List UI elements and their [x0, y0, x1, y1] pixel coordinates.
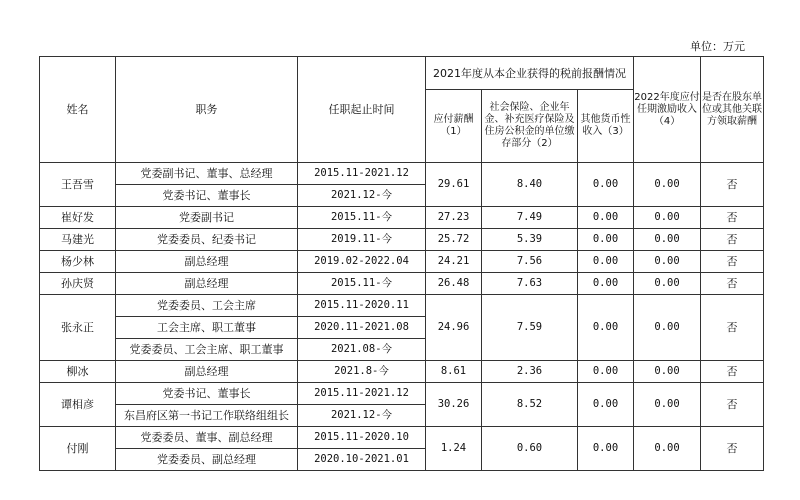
table-row — [40, 273, 764, 295]
person-name: 马建光 — [40, 229, 116, 251]
position-cell: 副总经理 — [116, 361, 298, 383]
table-row — [40, 427, 764, 449]
term-cell: 2015.11-今 — [298, 273, 426, 295]
header-name: 姓名 — [40, 57, 116, 163]
related-party-cell: 否 — [701, 295, 764, 361]
position-cell: 副总经理 — [116, 273, 298, 295]
other-income-cell: 0.00 — [578, 207, 634, 229]
incentive-cell: 0.00 — [634, 273, 701, 295]
position-cell: 党委委员、工会主席 — [116, 295, 298, 317]
other-income-cell: 0.00 — [578, 229, 634, 251]
term-cell: 2015.11-2020.10 — [298, 427, 426, 449]
insurance-cell: 2.36 — [482, 361, 578, 383]
salary-cell: 8.61 — [426, 361, 482, 383]
term-cell: 2015.11-2020.11 — [298, 295, 426, 317]
term-cell: 2019.11-今 — [298, 229, 426, 251]
term-cell: 2020.10-2021.01 — [298, 449, 426, 471]
other-income-cell: 0.00 — [578, 251, 634, 273]
person-name: 王吾雪 — [40, 163, 116, 207]
insurance-cell: 0.60 — [482, 427, 578, 471]
position-cell: 党委委员、纪委书记 — [116, 229, 298, 251]
term-cell: 2020.11-2021.08 — [298, 317, 426, 339]
related-party-cell: 否 — [701, 427, 764, 471]
table-row — [40, 229, 764, 251]
other-income-cell: 0.00 — [578, 361, 634, 383]
person-name: 孙庆贤 — [40, 273, 116, 295]
person-name: 柳冰 — [40, 361, 116, 383]
person-name: 崔好发 — [40, 207, 116, 229]
person-name: 谭相彦 — [40, 383, 116, 427]
header-insurance: 社会保险、企业年金、补充医疗保险及住房公积金的单位缴存部分（2） — [482, 90, 578, 163]
term-cell: 2021.8-今 — [298, 361, 426, 383]
table-body — [40, 163, 764, 471]
table-row — [40, 163, 764, 185]
term-cell: 2019.02-2022.04 — [298, 251, 426, 273]
position-cell: 党委委员、副总经理 — [116, 449, 298, 471]
incentive-cell: 0.00 — [634, 361, 701, 383]
header-position: 职务 — [116, 57, 298, 163]
term-cell: 2021.08-今 — [298, 339, 426, 361]
salary-cell: 29.61 — [426, 163, 482, 207]
term-cell: 2021.12-今 — [298, 405, 426, 427]
incentive-cell: 0.00 — [634, 427, 701, 471]
insurance-cell: 8.40 — [482, 163, 578, 207]
header-term: 任职起止时间 — [298, 57, 426, 163]
related-party-cell: 否 — [701, 361, 764, 383]
other-income-cell: 0.00 — [578, 273, 634, 295]
insurance-cell: 8.52 — [482, 383, 578, 427]
table-row — [40, 295, 764, 317]
incentive-cell: 0.00 — [634, 295, 701, 361]
position-cell: 党委副书记 — [116, 207, 298, 229]
salary-cell: 27.23 — [426, 207, 482, 229]
other-income-cell: 0.00 — [578, 295, 634, 361]
incentive-cell: 0.00 — [634, 229, 701, 251]
other-income-cell: 0.00 — [578, 427, 634, 471]
header-other-income: 其他货币性收入（3） — [578, 90, 634, 163]
position-cell: 党委书记、董事长 — [116, 383, 298, 405]
person-name: 杨少林 — [40, 251, 116, 273]
term-cell: 2021.12-今 — [298, 185, 426, 207]
salary-cell: 1.24 — [426, 427, 482, 471]
person-name: 张永正 — [40, 295, 116, 361]
unit-label: 单位：万元 — [690, 40, 745, 53]
position-cell: 东昌府区第一书记工作联络组组长 — [116, 405, 298, 427]
incentive-cell: 0.00 — [634, 383, 701, 427]
table-row — [40, 361, 764, 383]
related-party-cell: 否 — [701, 207, 764, 229]
related-party-cell: 否 — [701, 163, 764, 207]
term-cell: 2015.11-今 — [298, 207, 426, 229]
related-party-cell: 否 — [701, 383, 764, 427]
related-party-cell: 否 — [701, 273, 764, 295]
incentive-cell: 0.00 — [634, 163, 701, 207]
position-cell: 党委委员、工会主席、职工董事 — [116, 339, 298, 361]
table-row — [40, 383, 764, 405]
header-salary: 应付薪酬（1） — [426, 90, 482, 163]
position-cell: 党委副书记、董事、总经理 — [116, 163, 298, 185]
related-party-cell: 否 — [701, 229, 764, 251]
header-incentive: 2022年度应付任期激励收入（4） — [634, 57, 701, 163]
related-party-cell: 否 — [701, 251, 764, 273]
person-name: 付刚 — [40, 427, 116, 471]
salary-cell: 25.72 — [426, 229, 482, 251]
salary-cell: 24.21 — [426, 251, 482, 273]
insurance-cell: 7.59 — [482, 295, 578, 361]
table-row — [40, 207, 764, 229]
incentive-cell: 0.00 — [634, 207, 701, 229]
salary-cell: 30.26 — [426, 383, 482, 427]
incentive-cell: 0.00 — [634, 251, 701, 273]
position-cell: 党委委员、董事、副总经理 — [116, 427, 298, 449]
other-income-cell: 0.00 — [578, 163, 634, 207]
position-cell: 党委书记、董事长 — [116, 185, 298, 207]
header-shareholder: 是否在股东单位或其他关联方领取薪酬 — [701, 57, 764, 163]
insurance-cell: 7.49 — [482, 207, 578, 229]
position-cell: 工会主席、职工董事 — [116, 317, 298, 339]
salary-cell: 24.96 — [426, 295, 482, 361]
insurance-cell: 5.39 — [482, 229, 578, 251]
insurance-cell: 7.56 — [482, 251, 578, 273]
other-income-cell: 0.00 — [578, 383, 634, 427]
header-pay-group: 2021年度从本企业获得的税前报酬情况 — [426, 57, 634, 90]
insurance-cell: 7.63 — [482, 273, 578, 295]
table-row — [40, 251, 764, 273]
term-cell: 2015.11-2021.12 — [298, 383, 426, 405]
salary-cell: 26.48 — [426, 273, 482, 295]
position-cell: 副总经理 — [116, 251, 298, 273]
term-cell: 2015.11-2021.12 — [298, 163, 426, 185]
compensation-table — [39, 56, 764, 471]
